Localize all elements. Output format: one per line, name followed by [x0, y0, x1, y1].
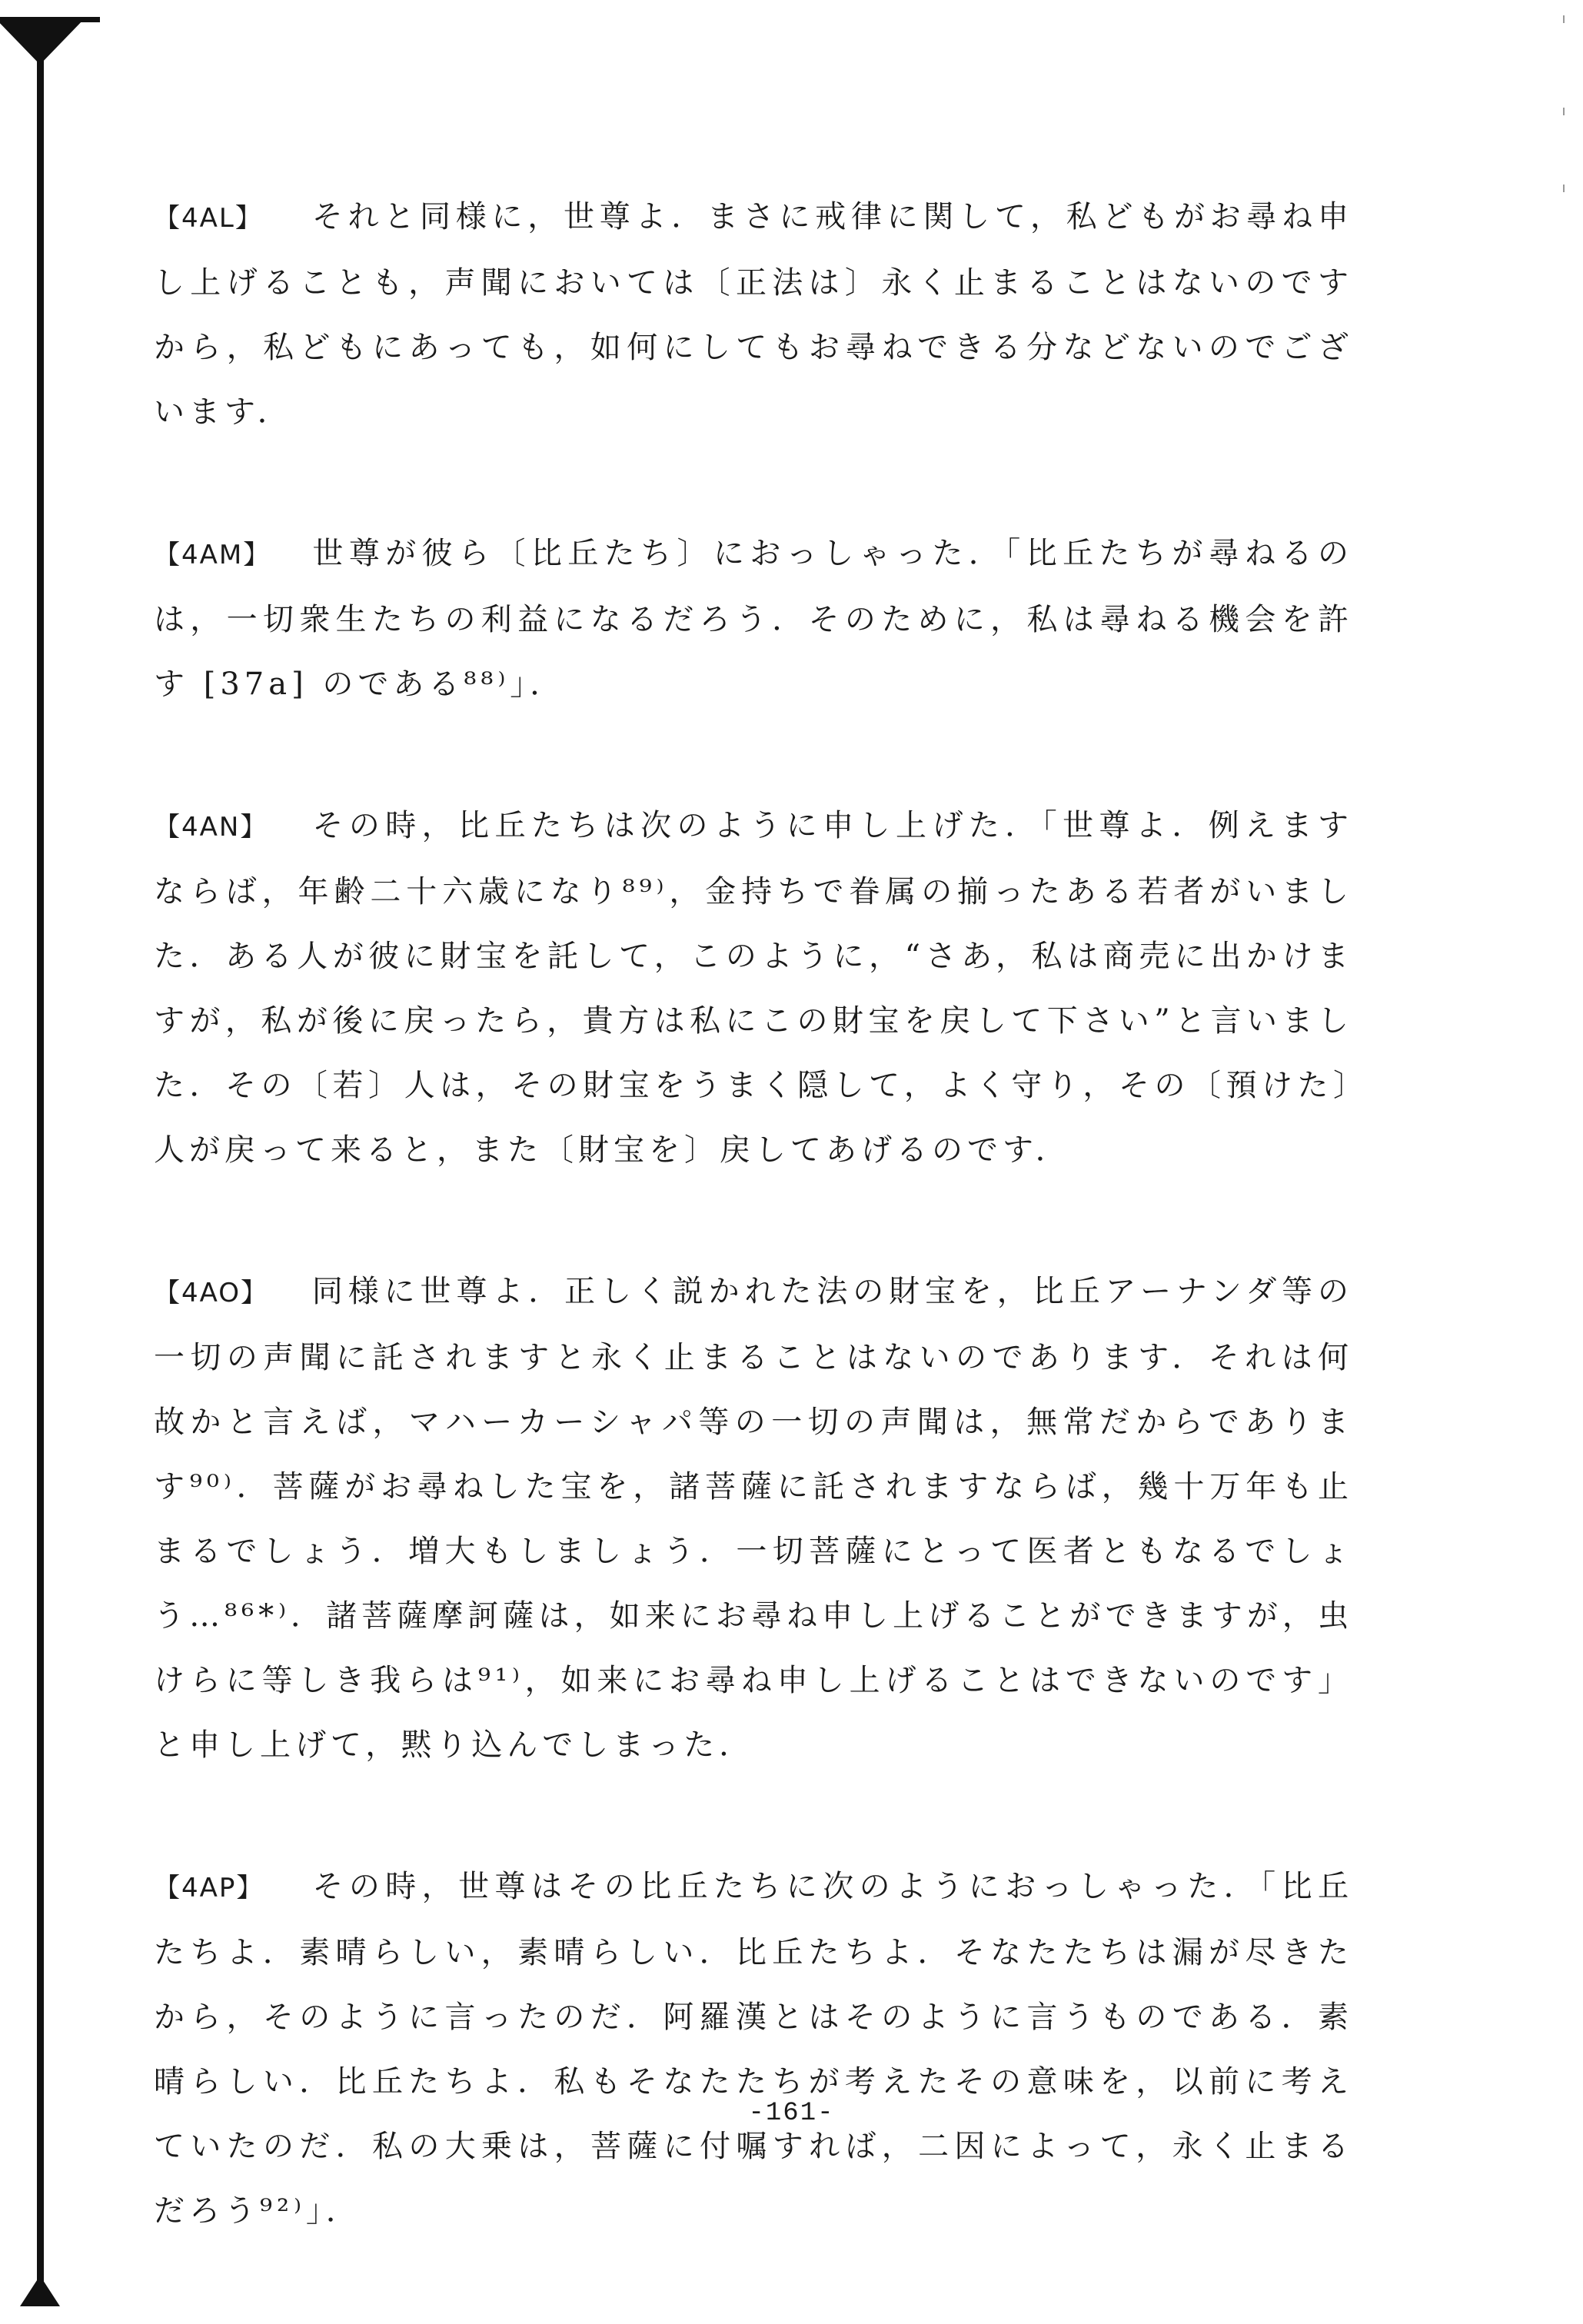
paragraph-label: 【4AP】 [154, 1873, 264, 1903]
paragraph-4ap [154, 1854, 1353, 2243]
binding-rule-bottom-mark [20, 2276, 60, 2306]
paragraph-label: 【4AN】 [154, 812, 268, 843]
paragraph-label: 【4AL】 [154, 203, 263, 234]
paragraph-4am [154, 521, 1353, 716]
edge-mark-top [1563, 15, 1565, 23]
page-content [154, 185, 1353, 2320]
paragraph-4an [154, 793, 1353, 1182]
paragraph-text: それと同様に，世尊よ．まさに戒律に関して，私どもがお尋ね申し上げることも，声聞においては〔正法は〕永く止まることはないのですから，私どもにあっても，如何にしてもお尋ねできる分などないのでございます． [154, 199, 1353, 430]
paragraph-text: 同様に世尊よ．正しく説かれた法の財宝を，比丘アーナンダ等の一切の声聞に託されますと永く止まることはないのであります．それは何故かと言えば，マハーカーシャパ等の一切の声聞は，無常だからであります⁹⁰⁾．菩薩がお尋ねした宝を，諸菩薩に託されますならば，幾十万年も止まるでしょう．増大もしましょう．一切菩薩にとって医者ともなるでしょう…⁸⁶*⁾．諸菩薩摩訶薩は，如来にお尋ね申し上げることができますが，虫けらに等しき我らは⁹¹⁾，如来にお尋ね申し上げることはできないのです」と申し上げて，黙り込んでしまった． [154, 1274, 1353, 1763]
paragraph-label: 【4AM】 [154, 540, 271, 570]
paragraph-4ao [154, 1259, 1353, 1777]
edge-mark-lower [1563, 185, 1565, 192]
page-number: -161- [748, 2099, 835, 2128]
paragraph-text: その時，比丘たちは次のように申し上げた．「世尊よ．例えますならば，年齢二十六歳になり⁸⁹⁾，金持ちで眷属の揃ったある若者がいました．ある人が彼に財宝を託して，このように，“さあ，私は商売に出かけますが，私が後に戻ったら，貴方は私にこの財宝を戻して下さい”と言いました．その〔若〕人は，その財宝をうまく隠して，よく守り，その〔預けた〕人が戻って来ると，また〔財宝を〕戻してあげるのです． [154, 808, 1353, 1168]
paragraph-text: 世尊が彼ら〔比丘たち〕におっしゃった．「比丘たちが尋ねるのは，一切衆生たちの利益になるだろう．そのために，私は尋ねる機会を許す [37a] のである⁸⁸⁾」． [154, 536, 1353, 702]
binding-rule-vertical [37, 23, 44, 2299]
paragraph-label: 【4AO】 [154, 1278, 269, 1308]
paragraph-4al [154, 185, 1353, 444]
paragraph-text: その時，世尊はその比丘たちに次のようにおっしゃった．「比丘たちよ．素晴らしい，素晴らしい．比丘たちよ．そなたたちは漏が尽きたから，そのように言ったのだ．阿羅漢とはそのように言うものである．素晴らしい．比丘たちよ．私もそなたたちが考えたその意味を，以前に考えていたのだ．私の大乗は，菩薩に付嘱すれば，二因によって，永く止まるだろう⁹²⁾」． [154, 1869, 1353, 2229]
edge-mark-middle [1563, 108, 1565, 115]
